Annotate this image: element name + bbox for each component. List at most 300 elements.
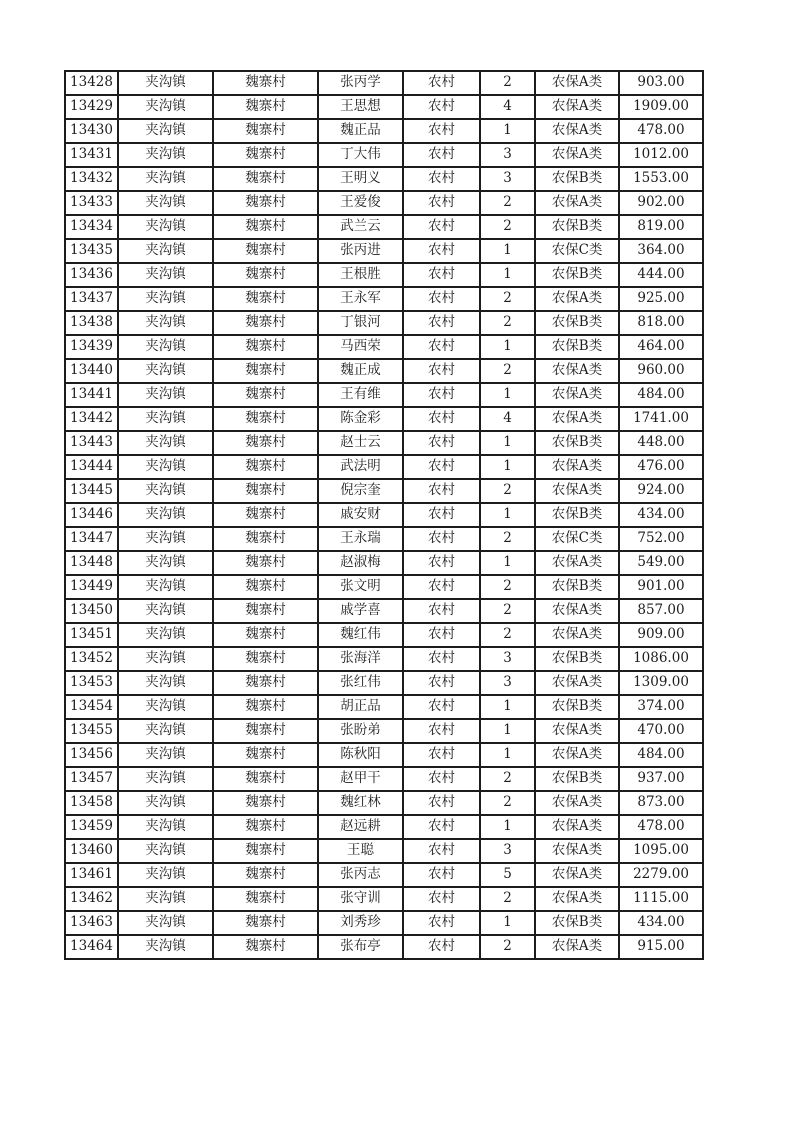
cell-village: 魏寨村 (213, 239, 318, 263)
cell-name: 马西荣 (318, 335, 403, 359)
cell-category: 农保A类 (535, 719, 619, 743)
cell-name: 王永瑞 (318, 527, 403, 551)
cell-residence: 农村 (403, 719, 480, 743)
cell-residence: 农村 (403, 143, 480, 167)
cell-amount: 478.00 (619, 815, 703, 839)
cell-town: 夹沟镇 (118, 719, 213, 743)
table-row (65, 815, 703, 839)
cell-persons: 2 (480, 887, 535, 911)
cell-category: 农保B类 (535, 431, 619, 455)
cell-persons: 1 (480, 743, 535, 767)
cell-name: 魏红林 (318, 791, 403, 815)
cell-village: 魏寨村 (213, 599, 318, 623)
cell-amount: 1095.00 (619, 839, 703, 863)
cell-residence: 农村 (403, 383, 480, 407)
cell-residence: 农村 (403, 647, 480, 671)
cell-persons: 1 (480, 719, 535, 743)
cell-persons: 5 (480, 863, 535, 887)
cell-id: 13436 (65, 263, 118, 287)
cell-persons: 1 (480, 695, 535, 719)
cell-amount: 909.00 (619, 623, 703, 647)
cell-amount: 484.00 (619, 743, 703, 767)
cell-id: 13456 (65, 743, 118, 767)
cell-name: 戚安财 (318, 503, 403, 527)
table-row (65, 335, 703, 359)
cell-town: 夹沟镇 (118, 527, 213, 551)
cell-residence: 农村 (403, 911, 480, 935)
table-row (65, 527, 703, 551)
cell-town: 夹沟镇 (118, 431, 213, 455)
cell-village: 魏寨村 (213, 215, 318, 239)
cell-village: 魏寨村 (213, 551, 318, 575)
cell-village: 魏寨村 (213, 647, 318, 671)
cell-town: 夹沟镇 (118, 167, 213, 191)
cell-town: 夹沟镇 (118, 191, 213, 215)
cell-category: 农保C类 (535, 527, 619, 551)
cell-name: 刘秀珍 (318, 911, 403, 935)
cell-village: 魏寨村 (213, 503, 318, 527)
table-body (65, 71, 703, 959)
cell-id: 13453 (65, 671, 118, 695)
cell-id: 13461 (65, 863, 118, 887)
cell-town: 夹沟镇 (118, 647, 213, 671)
cell-town: 夹沟镇 (118, 287, 213, 311)
cell-amount: 364.00 (619, 239, 703, 263)
cell-persons: 2 (480, 311, 535, 335)
table-row (65, 743, 703, 767)
cell-village: 魏寨村 (213, 935, 318, 959)
cell-persons: 1 (480, 455, 535, 479)
cell-town: 夹沟镇 (118, 455, 213, 479)
cell-name: 胡正品 (318, 695, 403, 719)
cell-id: 13442 (65, 407, 118, 431)
cell-amount: 752.00 (619, 527, 703, 551)
cell-town: 夹沟镇 (118, 143, 213, 167)
cell-category: 农保B类 (535, 167, 619, 191)
cell-category: 农保A类 (535, 95, 619, 119)
cell-persons: 2 (480, 359, 535, 383)
table-row (65, 287, 703, 311)
cell-town: 夹沟镇 (118, 791, 213, 815)
cell-amount: 484.00 (619, 383, 703, 407)
cell-village: 魏寨村 (213, 479, 318, 503)
cell-category: 农保A类 (535, 887, 619, 911)
cell-id: 13443 (65, 431, 118, 455)
cell-persons: 3 (480, 143, 535, 167)
cell-amount: 2279.00 (619, 863, 703, 887)
cell-name: 王思想 (318, 95, 403, 119)
table-row (65, 407, 703, 431)
table-row (65, 695, 703, 719)
cell-village: 魏寨村 (213, 887, 318, 911)
table-row (65, 599, 703, 623)
cell-village: 魏寨村 (213, 743, 318, 767)
cell-town: 夹沟镇 (118, 71, 213, 95)
cell-residence: 农村 (403, 95, 480, 119)
cell-id: 13460 (65, 839, 118, 863)
cell-amount: 960.00 (619, 359, 703, 383)
cell-persons: 1 (480, 551, 535, 575)
cell-village: 魏寨村 (213, 359, 318, 383)
cell-category: 农保B类 (535, 647, 619, 671)
cell-residence: 农村 (403, 191, 480, 215)
cell-village: 魏寨村 (213, 695, 318, 719)
cell-name: 王明义 (318, 167, 403, 191)
cell-residence: 农村 (403, 671, 480, 695)
cell-id: 13428 (65, 71, 118, 95)
cell-category: 农保A类 (535, 383, 619, 407)
table-row (65, 671, 703, 695)
cell-village: 魏寨村 (213, 383, 318, 407)
cell-town: 夹沟镇 (118, 815, 213, 839)
cell-residence: 农村 (403, 599, 480, 623)
cell-village: 魏寨村 (213, 407, 318, 431)
cell-persons: 3 (480, 167, 535, 191)
cell-town: 夹沟镇 (118, 743, 213, 767)
table-row (65, 887, 703, 911)
cell-town: 夹沟镇 (118, 671, 213, 695)
cell-town: 夹沟镇 (118, 599, 213, 623)
cell-residence: 农村 (403, 215, 480, 239)
cell-id: 13464 (65, 935, 118, 959)
cell-name: 王有维 (318, 383, 403, 407)
cell-name: 赵淑梅 (318, 551, 403, 575)
table-row (65, 839, 703, 863)
cell-amount: 1115.00 (619, 887, 703, 911)
cell-id: 13447 (65, 527, 118, 551)
cell-town: 夹沟镇 (118, 479, 213, 503)
cell-category: 农保B类 (535, 215, 619, 239)
cell-town: 夹沟镇 (118, 359, 213, 383)
cell-town: 夹沟镇 (118, 935, 213, 959)
cell-amount: 873.00 (619, 791, 703, 815)
cell-amount: 374.00 (619, 695, 703, 719)
cell-village: 魏寨村 (213, 575, 318, 599)
cell-amount: 470.00 (619, 719, 703, 743)
cell-village: 魏寨村 (213, 191, 318, 215)
cell-id: 13437 (65, 287, 118, 311)
table-row (65, 551, 703, 575)
cell-category: 农保A类 (535, 287, 619, 311)
cell-residence: 农村 (403, 839, 480, 863)
cell-name: 武兰云 (318, 215, 403, 239)
cell-category: 农保C类 (535, 239, 619, 263)
cell-town: 夹沟镇 (118, 695, 213, 719)
cell-persons: 3 (480, 839, 535, 863)
cell-name: 魏正成 (318, 359, 403, 383)
table-row (65, 143, 703, 167)
cell-name: 张海洋 (318, 647, 403, 671)
cell-residence: 农村 (403, 887, 480, 911)
cell-residence: 农村 (403, 503, 480, 527)
cell-id: 13455 (65, 719, 118, 743)
cell-town: 夹沟镇 (118, 239, 213, 263)
cell-amount: 857.00 (619, 599, 703, 623)
cell-amount: 937.00 (619, 767, 703, 791)
cell-amount: 1086.00 (619, 647, 703, 671)
cell-name: 倪宗奎 (318, 479, 403, 503)
cell-amount: 924.00 (619, 479, 703, 503)
cell-amount: 434.00 (619, 911, 703, 935)
cell-residence: 农村 (403, 575, 480, 599)
cell-id: 13446 (65, 503, 118, 527)
cell-name: 张丙志 (318, 863, 403, 887)
cell-name: 陈金彩 (318, 407, 403, 431)
cell-residence: 农村 (403, 287, 480, 311)
table-row (65, 647, 703, 671)
cell-residence: 农村 (403, 743, 480, 767)
cell-category: 农保A类 (535, 839, 619, 863)
cell-town: 夹沟镇 (118, 311, 213, 335)
table-row (65, 239, 703, 263)
cell-id: 13435 (65, 239, 118, 263)
table-row (65, 119, 703, 143)
cell-village: 魏寨村 (213, 791, 318, 815)
cell-name: 张丙进 (318, 239, 403, 263)
table-row (65, 791, 703, 815)
cell-village: 魏寨村 (213, 767, 318, 791)
cell-village: 魏寨村 (213, 263, 318, 287)
cell-amount: 478.00 (619, 119, 703, 143)
cell-residence: 农村 (403, 119, 480, 143)
cell-persons: 1 (480, 239, 535, 263)
cell-town: 夹沟镇 (118, 911, 213, 935)
cell-amount: 902.00 (619, 191, 703, 215)
cell-residence: 农村 (403, 71, 480, 95)
cell-name: 张文明 (318, 575, 403, 599)
cell-persons: 2 (480, 71, 535, 95)
cell-town: 夹沟镇 (118, 95, 213, 119)
cell-name: 丁银河 (318, 311, 403, 335)
cell-residence: 农村 (403, 791, 480, 815)
cell-category: 农保A类 (535, 791, 619, 815)
cell-amount: 1309.00 (619, 671, 703, 695)
cell-id: 13445 (65, 479, 118, 503)
cell-town: 夹沟镇 (118, 215, 213, 239)
cell-persons: 2 (480, 575, 535, 599)
cell-id: 13440 (65, 359, 118, 383)
cell-id: 13429 (65, 95, 118, 119)
cell-id: 13449 (65, 575, 118, 599)
cell-amount: 925.00 (619, 287, 703, 311)
cell-village: 魏寨村 (213, 95, 318, 119)
cell-persons: 1 (480, 911, 535, 935)
cell-id: 13457 (65, 767, 118, 791)
benefits-table (64, 70, 704, 960)
cell-persons: 4 (480, 407, 535, 431)
cell-residence: 农村 (403, 263, 480, 287)
cell-amount: 1553.00 (619, 167, 703, 191)
table-row (65, 911, 703, 935)
cell-residence: 农村 (403, 431, 480, 455)
cell-name: 王根胜 (318, 263, 403, 287)
cell-category: 农保A类 (535, 119, 619, 143)
cell-persons: 2 (480, 935, 535, 959)
cell-category: 农保A类 (535, 815, 619, 839)
table-row (65, 863, 703, 887)
cell-id: 13448 (65, 551, 118, 575)
table-row (65, 935, 703, 959)
table-row (65, 383, 703, 407)
cell-id: 13431 (65, 143, 118, 167)
cell-persons: 2 (480, 623, 535, 647)
cell-amount: 1909.00 (619, 95, 703, 119)
cell-id: 13430 (65, 119, 118, 143)
cell-category: 农保A类 (535, 191, 619, 215)
table-row (65, 191, 703, 215)
cell-amount: 464.00 (619, 335, 703, 359)
cell-town: 夹沟镇 (118, 767, 213, 791)
cell-category: 农保A类 (535, 671, 619, 695)
cell-id: 13441 (65, 383, 118, 407)
table-row (65, 95, 703, 119)
cell-town: 夹沟镇 (118, 503, 213, 527)
cell-id: 13433 (65, 191, 118, 215)
cell-id: 13462 (65, 887, 118, 911)
cell-name: 赵甲干 (318, 767, 403, 791)
cell-amount: 818.00 (619, 311, 703, 335)
cell-village: 魏寨村 (213, 671, 318, 695)
cell-residence: 农村 (403, 935, 480, 959)
cell-id: 13438 (65, 311, 118, 335)
cell-persons: 1 (480, 815, 535, 839)
cell-category: 农保B类 (535, 263, 619, 287)
cell-id: 13434 (65, 215, 118, 239)
cell-category: 农保B类 (535, 767, 619, 791)
table-row (65, 167, 703, 191)
cell-village: 魏寨村 (213, 287, 318, 311)
cell-residence: 农村 (403, 359, 480, 383)
cell-village: 魏寨村 (213, 623, 318, 647)
cell-category: 农保B类 (535, 311, 619, 335)
table-row (65, 767, 703, 791)
cell-amount: 915.00 (619, 935, 703, 959)
cell-name: 陈秋阳 (318, 743, 403, 767)
table-row (65, 455, 703, 479)
cell-residence: 农村 (403, 767, 480, 791)
cell-persons: 2 (480, 479, 535, 503)
cell-village: 魏寨村 (213, 311, 318, 335)
cell-id: 13451 (65, 623, 118, 647)
table-row (65, 503, 703, 527)
cell-id: 13458 (65, 791, 118, 815)
cell-town: 夹沟镇 (118, 551, 213, 575)
cell-category: 农保A类 (535, 359, 619, 383)
cell-residence: 农村 (403, 863, 480, 887)
cell-name: 王永军 (318, 287, 403, 311)
cell-name: 张布亭 (318, 935, 403, 959)
cell-category: 农保A类 (535, 455, 619, 479)
cell-amount: 434.00 (619, 503, 703, 527)
cell-category: 农保B类 (535, 335, 619, 359)
cell-town: 夹沟镇 (118, 335, 213, 359)
cell-persons: 2 (480, 767, 535, 791)
table-row (65, 575, 703, 599)
cell-town: 夹沟镇 (118, 263, 213, 287)
cell-id: 13454 (65, 695, 118, 719)
cell-residence: 农村 (403, 167, 480, 191)
cell-town: 夹沟镇 (118, 839, 213, 863)
cell-town: 夹沟镇 (118, 863, 213, 887)
cell-category: 农保A类 (535, 479, 619, 503)
table-row (65, 359, 703, 383)
cell-id: 13459 (65, 815, 118, 839)
cell-residence: 农村 (403, 311, 480, 335)
table-row (65, 311, 703, 335)
cell-residence: 农村 (403, 455, 480, 479)
cell-town: 夹沟镇 (118, 119, 213, 143)
cell-persons: 2 (480, 191, 535, 215)
table-row (65, 719, 703, 743)
cell-village: 魏寨村 (213, 71, 318, 95)
cell-name: 魏正品 (318, 119, 403, 143)
cell-category: 农保A类 (535, 599, 619, 623)
cell-category: 农保B类 (535, 575, 619, 599)
cell-town: 夹沟镇 (118, 623, 213, 647)
cell-residence: 农村 (403, 551, 480, 575)
cell-village: 魏寨村 (213, 335, 318, 359)
cell-residence: 农村 (403, 527, 480, 551)
cell-category: 农保A类 (535, 935, 619, 959)
cell-persons: 1 (480, 335, 535, 359)
cell-name: 张守训 (318, 887, 403, 911)
cell-village: 魏寨村 (213, 431, 318, 455)
cell-village: 魏寨村 (213, 527, 318, 551)
cell-town: 夹沟镇 (118, 887, 213, 911)
cell-residence: 农村 (403, 407, 480, 431)
cell-persons: 2 (480, 215, 535, 239)
cell-category: 农保A类 (535, 863, 619, 887)
cell-village: 魏寨村 (213, 455, 318, 479)
cell-persons: 1 (480, 119, 535, 143)
cell-village: 魏寨村 (213, 143, 318, 167)
table-row (65, 263, 703, 287)
cell-amount: 819.00 (619, 215, 703, 239)
cell-category: 农保A类 (535, 551, 619, 575)
cell-category: 农保A类 (535, 743, 619, 767)
cell-residence: 农村 (403, 695, 480, 719)
cell-village: 魏寨村 (213, 863, 318, 887)
table-row (65, 623, 703, 647)
cell-id: 13432 (65, 167, 118, 191)
cell-residence: 农村 (403, 335, 480, 359)
cell-category: 农保A类 (535, 623, 619, 647)
cell-persons: 1 (480, 503, 535, 527)
cell-town: 夹沟镇 (118, 383, 213, 407)
cell-name: 赵士云 (318, 431, 403, 455)
cell-residence: 农村 (403, 623, 480, 647)
cell-residence: 农村 (403, 479, 480, 503)
cell-persons: 3 (480, 671, 535, 695)
cell-name: 丁大伟 (318, 143, 403, 167)
table-row (65, 71, 703, 95)
cell-category: 农保A类 (535, 143, 619, 167)
cell-name: 武法明 (318, 455, 403, 479)
cell-residence: 农村 (403, 815, 480, 839)
cell-category: 农保B类 (535, 911, 619, 935)
cell-village: 魏寨村 (213, 815, 318, 839)
cell-persons: 4 (480, 95, 535, 119)
cell-amount: 448.00 (619, 431, 703, 455)
cell-amount: 903.00 (619, 71, 703, 95)
cell-persons: 1 (480, 383, 535, 407)
cell-village: 魏寨村 (213, 839, 318, 863)
cell-village: 魏寨村 (213, 119, 318, 143)
table-row (65, 431, 703, 455)
cell-name: 魏红伟 (318, 623, 403, 647)
cell-amount: 1012.00 (619, 143, 703, 167)
cell-category: 农保B类 (535, 695, 619, 719)
